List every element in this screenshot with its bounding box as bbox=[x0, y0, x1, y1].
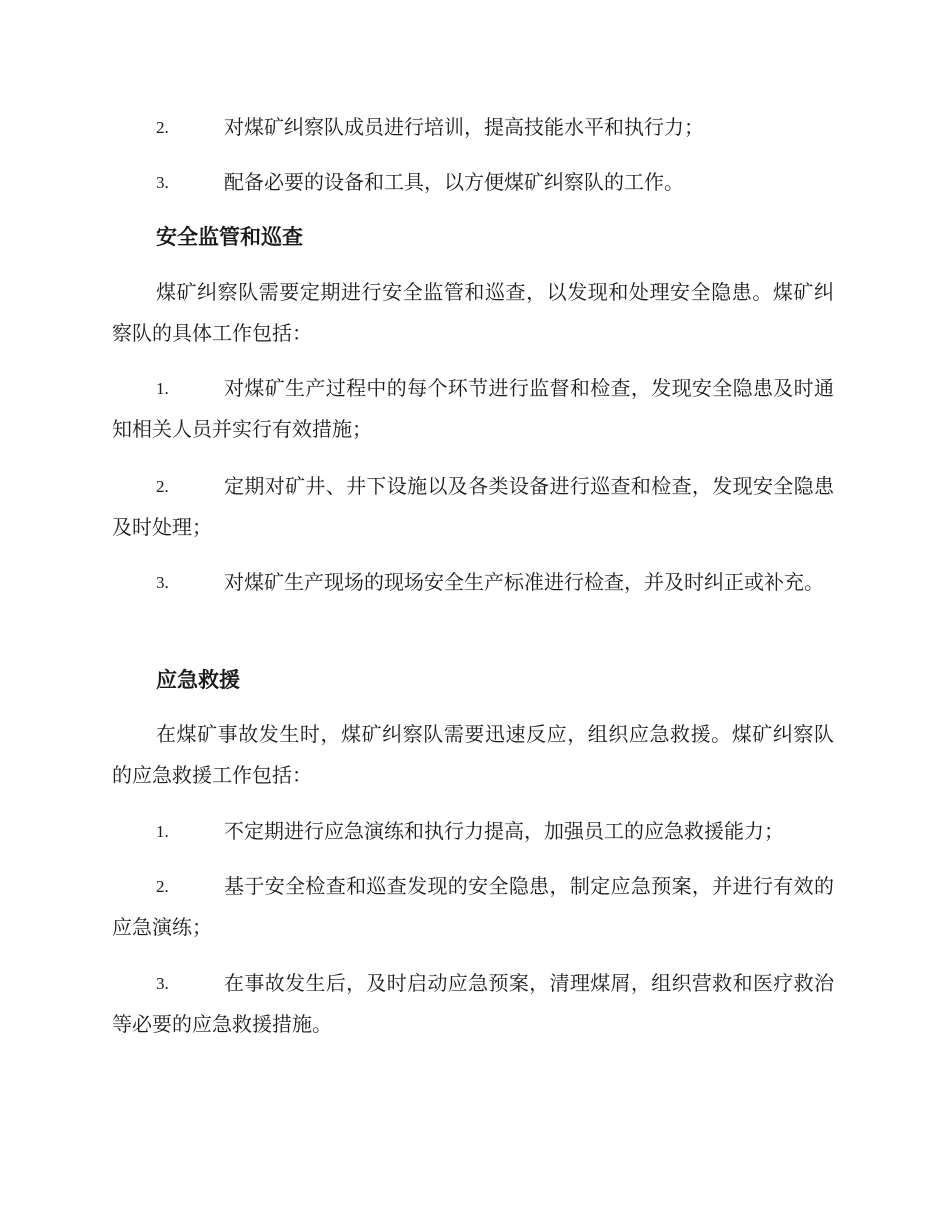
list-text: 对煤矿纠察队成员进行培训，提高技能水平和执行力； bbox=[224, 115, 704, 139]
list-item bbox=[112, 162, 834, 203]
section-intro-inspection: 煤矿纠察队需要定期进行安全监管和巡查，以发现和处理安全隐患。煤矿纠察队的具体工作包括： bbox=[112, 280, 834, 345]
list-text: 在事故发生后，及时启动应急预案，清理煤屑，组织营救和医疗救治等必要的应急救援措施。 bbox=[112, 971, 834, 1036]
list-number: 1. bbox=[156, 379, 169, 398]
section-intro-rescue: 在煤矿事故发生时，煤矿纠察队需要迅速反应，组织应急救援。煤矿纠察队的应急救援工作包括： bbox=[112, 722, 834, 787]
list-item bbox=[112, 368, 834, 450]
list-text: 对煤矿生产现场的现场安全生产标准进行检查，并及时纠正或补充。 bbox=[224, 570, 824, 594]
list-text: 对煤矿生产过程中的每个环节进行监督和检查，发现安全隐患及时通知相关人员并实行有效措施； bbox=[112, 376, 834, 441]
list-item bbox=[112, 562, 834, 603]
list-number: 2. bbox=[156, 477, 169, 496]
list-number: 3. bbox=[156, 173, 169, 192]
section-heading-inspection: 安全监管和巡查 bbox=[156, 225, 303, 249]
list-text: 不定期进行应急演练和执行力提高，加强员工的应急救援能力； bbox=[224, 819, 784, 843]
list-item bbox=[112, 811, 834, 852]
list-item bbox=[112, 963, 834, 1045]
list-number: 1. bbox=[156, 822, 169, 841]
list-number: 2. bbox=[156, 877, 169, 896]
list-text: 基于安全检查和巡查发现的安全隐患，制定应急预案，并进行有效的应急演练； bbox=[112, 874, 834, 939]
list-number: 2. bbox=[156, 118, 169, 137]
list-number: 3. bbox=[156, 573, 169, 592]
list-item bbox=[112, 466, 834, 548]
list-number: 3. bbox=[156, 974, 169, 993]
list-text: 配备必要的设备和工具，以方便煤矿纠察队的工作。 bbox=[224, 170, 684, 194]
list-item bbox=[112, 107, 834, 148]
list-text: 定期对矿井、井下设施以及各类设备进行巡查和检查，发现安全隐患及时处理； bbox=[112, 474, 834, 539]
section-heading-rescue: 应急救援 bbox=[156, 668, 240, 692]
list-item bbox=[112, 866, 834, 948]
